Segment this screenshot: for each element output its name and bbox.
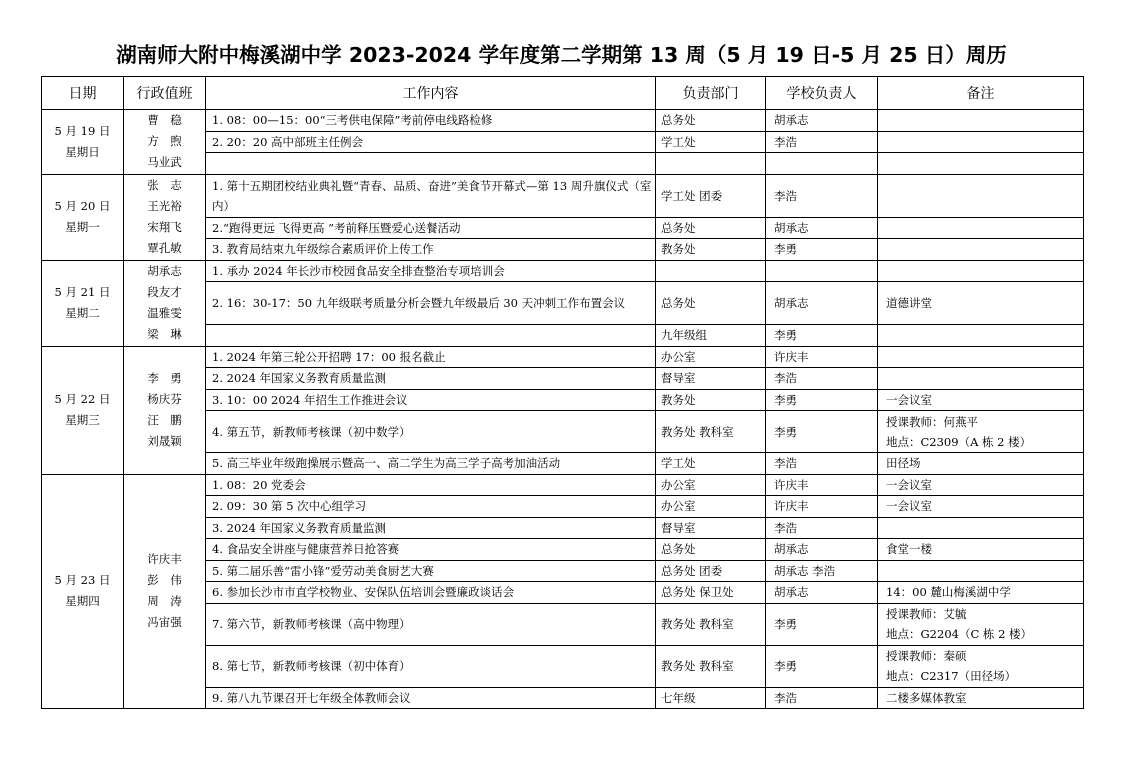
dept-cell [656, 260, 766, 282]
work-item: 2. 2024 年国家义务教育质量监测 [206, 368, 656, 390]
day-date: 5 月 21 日 [54, 285, 111, 299]
leader-cell: 许庆丰 [766, 474, 878, 496]
leader-cell [766, 153, 878, 175]
dept-cell: 七年级 [656, 687, 766, 709]
note-cell [878, 517, 1084, 539]
note-cell [878, 131, 1084, 153]
work-item: 1. 第十五期团校结业典礼暨“青春、品质、奋进”美食节开幕式—第 13 周升旗仪式（室内） [206, 174, 656, 217]
duty-staff: 胡承志 [147, 264, 182, 278]
leader-cell: 李浩 [766, 453, 878, 475]
note-teacher: 授课教师：秦硕 [886, 649, 967, 663]
dept-cell: 办公室 [656, 346, 766, 368]
note-cell: 一会议室 [878, 389, 1084, 411]
leader-cell: 李浩 [766, 174, 878, 217]
note-teacher: 授课教师：艾毓 [886, 607, 967, 621]
duty-staff: 汪 鹏 [147, 413, 182, 427]
dept-cell [656, 153, 766, 175]
note-cell [878, 110, 1084, 132]
duty-staff: 温雅雯 [147, 306, 182, 320]
day-date: 5 月 19 日 [54, 123, 111, 138]
leader-cell: 李浩 [766, 687, 878, 709]
header-duty: 行政值班 [124, 77, 206, 110]
note-cell: 田径场 [878, 453, 1084, 475]
duty-staff: 周 涛 [147, 594, 182, 609]
duty-staff: 马业武 [147, 155, 182, 170]
work-item: 9. 第八九节课召开七年级全体教师会议 [206, 687, 656, 709]
work-item: 2. 16：30-17：50 九年级联考质量分析会暨九年级最后 30 天冲刺工作布置会议 [206, 282, 656, 325]
duty-staff: 李 勇 [147, 371, 182, 385]
note-location: 地点：C2317（田径场） [886, 669, 1017, 683]
leader-cell: 李勇 [766, 325, 878, 347]
duty-staff-cell [124, 346, 206, 474]
note-cell [878, 217, 1084, 239]
dept-cell: 办公室 [656, 474, 766, 496]
duty-staff: 曹 稳 [147, 113, 182, 128]
duty-staff-cell [124, 260, 206, 346]
duty-staff: 彭 伟 [147, 573, 182, 588]
note-cell [878, 560, 1084, 582]
leader-cell: 胡承志 李浩 [766, 560, 878, 582]
duty-staff: 段友才 [147, 285, 182, 299]
dept-cell: 九年级组 [656, 325, 766, 347]
dept-cell: 总务处 保卫处 [656, 582, 766, 604]
leader-cell: 李勇 [766, 411, 878, 453]
leader-cell: 李浩 [766, 368, 878, 390]
day-cell [42, 110, 124, 175]
note-cell [878, 325, 1084, 347]
note-teacher: 授课教师：何燕平 [886, 414, 978, 429]
note-cell [878, 174, 1084, 217]
dept-cell: 教务处 教科室 [656, 411, 766, 453]
header-work: 工作内容 [206, 77, 656, 110]
work-item: 7. 第六节，新教师考核课（高中物理） [206, 603, 656, 645]
dept-cell: 教务处 教科室 [656, 645, 766, 687]
work-item: 1. 承办 2024 年长沙市校园食品安全排查整治专项培训会 [206, 260, 656, 282]
leader-cell: 胡承志 [766, 217, 878, 239]
leader-cell: 李勇 [766, 389, 878, 411]
table-row [42, 174, 1084, 217]
note-cell [878, 645, 1084, 687]
work-item: 6. 参加长沙市市直学校物业、安保队伍培训会暨廉政谈话会 [206, 582, 656, 604]
day-date: 5 月 20 日 [54, 199, 111, 213]
table-row [42, 346, 1084, 368]
table-row [42, 260, 1084, 282]
day-weekday: 星期四 [65, 594, 100, 609]
work-item: 4. 第五节，新教师考核课（初中数学） [206, 411, 656, 453]
day-cell [42, 260, 124, 346]
header-row [42, 77, 1084, 110]
day-weekday: 星期二 [65, 306, 100, 320]
table-row [42, 110, 1084, 132]
leader-cell: 许庆丰 [766, 496, 878, 518]
header-dept: 负责部门 [656, 77, 766, 110]
duty-staff: 许庆丰 [147, 552, 182, 567]
note-cell [878, 368, 1084, 390]
duty-staff: 张 志 [147, 178, 182, 192]
duty-staff-cell [124, 174, 206, 260]
note-cell [878, 153, 1084, 175]
work-item: 8. 第七节，新教师考核课（初中体育） [206, 645, 656, 687]
duty-staff: 方 煦 [147, 134, 182, 149]
work-item: 2.“跑得更远 飞得更高 ”考前释压暨爱心送餐活动 [206, 217, 656, 239]
page-title: 湖南师大附中梅溪湖中学 2023-2024 学年度第二学期第 13 周（5 月 19 日-5 月 25 日）周历 [116, 43, 1007, 67]
work-item: 3. 教育局结束九年级综合素质评价上传工作 [206, 239, 656, 261]
day-cell [42, 346, 124, 474]
note-cell [878, 239, 1084, 261]
leader-cell [766, 260, 878, 282]
note-cell: 14：00 麓山梅溪湖中学 [878, 582, 1084, 604]
note-cell [878, 411, 1084, 453]
leader-cell: 胡承志 [766, 110, 878, 132]
work-item [206, 325, 656, 347]
work-item [206, 153, 656, 175]
work-item: 5. 高三毕业年级跑操展示暨高一、高二学生为高三学子高考加油活动 [206, 453, 656, 475]
dept-cell: 总务处 [656, 217, 766, 239]
note-cell: 食堂一楼 [878, 539, 1084, 561]
dept-cell: 总务处 团委 [656, 560, 766, 582]
duty-staff: 宋翔飞 [147, 220, 182, 234]
work-item: 5. 第二届乐善“雷小锋”爱劳动美食厨艺大赛 [206, 560, 656, 582]
header-note: 备注 [878, 77, 1084, 110]
work-item: 3. 10：00 2024 年招生工作推进会议 [206, 389, 656, 411]
day-cell [42, 474, 124, 709]
work-item: 1. 08：00—15：00“三考供电保障”考前停电线路检修 [206, 110, 656, 132]
dept-cell: 总务处 [656, 539, 766, 561]
duty-staff: 梁 琳 [147, 327, 182, 341]
header-date: 日期 [42, 77, 124, 110]
leader-cell: 李勇 [766, 645, 878, 687]
note-cell: 一会议室 [878, 496, 1084, 518]
dept-cell: 教务处 [656, 389, 766, 411]
leader-cell: 李浩 [766, 517, 878, 539]
dept-cell: 督导室 [656, 517, 766, 539]
work-item: 2. 20：20 高中部班主任例会 [206, 131, 656, 153]
dept-cell: 总务处 [656, 110, 766, 132]
dept-cell: 总务处 [656, 282, 766, 325]
dept-cell: 督导室 [656, 368, 766, 390]
work-item: 1. 08：20 党委会 [206, 474, 656, 496]
duty-staff-cell [124, 474, 206, 709]
duty-staff: 覃孔敏 [147, 241, 182, 255]
leader-cell: 胡承志 [766, 282, 878, 325]
weekly-calendar-table [41, 76, 1084, 709]
dept-cell: 学工处 [656, 131, 766, 153]
work-item: 4. 食品安全讲座与健康营养日抢答赛 [206, 539, 656, 561]
day-weekday: 星期日 [65, 144, 100, 159]
duty-staff: 杨庆芬 [147, 392, 182, 406]
day-weekday: 星期一 [65, 220, 100, 234]
note-cell: 一会议室 [878, 474, 1084, 496]
note-cell [878, 603, 1084, 645]
table-row [42, 474, 1084, 496]
dept-cell: 教务处 [656, 239, 766, 261]
work-item: 2. 09：30 第 5 次中心组学习 [206, 496, 656, 518]
duty-staff: 王光裕 [147, 199, 182, 213]
note-cell [878, 260, 1084, 282]
day-date: 5 月 22 日 [54, 392, 111, 406]
note-cell: 道德讲堂 [878, 282, 1084, 325]
day-cell [42, 174, 124, 260]
day-date: 5 月 23 日 [54, 573, 111, 588]
dept-cell: 教务处 教科室 [656, 603, 766, 645]
leader-cell: 李浩 [766, 131, 878, 153]
duty-staff-cell [124, 110, 206, 175]
note-location: 地点：C2309（A 栋 2 楼） [886, 434, 1032, 449]
leader-cell: 李勇 [766, 603, 878, 645]
duty-staff: 冯宙强 [147, 615, 182, 630]
dept-cell: 学工处 团委 [656, 174, 766, 217]
dept-cell: 学工处 [656, 453, 766, 475]
leader-cell: 胡承志 [766, 539, 878, 561]
dept-cell: 办公室 [656, 496, 766, 518]
note-cell [878, 346, 1084, 368]
note-cell: 二楼多媒体教室 [878, 687, 1084, 709]
leader-cell: 许庆丰 [766, 346, 878, 368]
work-item: 3. 2024 年国家义务教育质量监测 [206, 517, 656, 539]
work-item: 1. 2024 年第三轮公开招聘 17：00 报名截止 [206, 346, 656, 368]
day-weekday: 星期三 [65, 413, 100, 427]
note-location: 地点：G2204（C 栋 2 楼） [886, 627, 1033, 641]
leader-cell: 李勇 [766, 239, 878, 261]
duty-staff: 刘晟颖 [147, 434, 182, 448]
leader-cell: 胡承志 [766, 582, 878, 604]
header-leader: 学校负责人 [766, 77, 878, 110]
